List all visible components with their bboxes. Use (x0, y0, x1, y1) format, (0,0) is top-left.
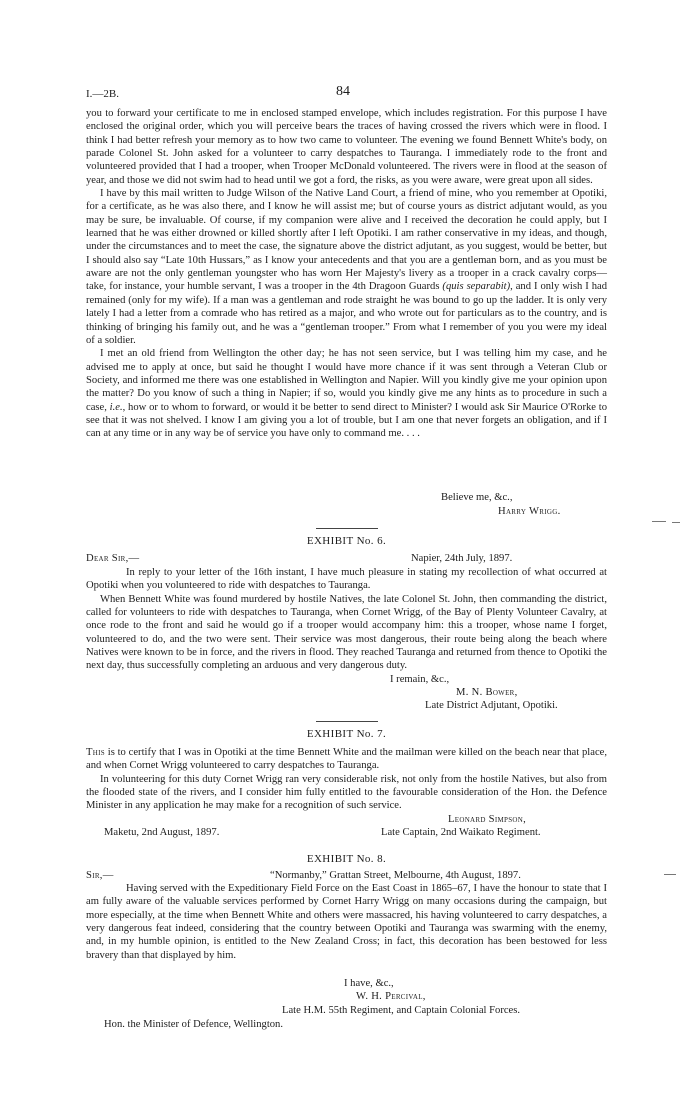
exhibit-8-signature: W. H. Percival, (356, 991, 426, 1002)
exhibit-8-addressee: Hon. the Minister of Defence, Wellington. (104, 1019, 284, 1030)
margin-scan-mark (672, 522, 680, 523)
exhibit-8-place-date: “Normanby,” Grattan Street, Melbourne, 4th August, 1897. (270, 870, 521, 881)
exhibit-7-divider (316, 721, 378, 722)
exhibit-6-salutation-row (86, 552, 607, 566)
exhibit-7-p1-text: is to certify that I was in Opotiki at the time Bennett White and the mailman were killed on the beach near that place, and when Cornet Wrigg volunteered to carry despatches to Tauranga. (86, 747, 607, 772)
exhibit-8-closing: I have, &c., (344, 978, 394, 989)
wrigg-letter-body (86, 107, 607, 441)
exhibit-8-title: EXHIBIT No. 8. (306, 853, 387, 865)
exhibit-7-title: EXHIBIT No. 7. (306, 728, 387, 740)
exhibit-6-signatory-title: Late District Adjutant, Opotiki. (425, 700, 558, 711)
exhibit-8-body (86, 882, 607, 962)
margin-scan-mark (664, 874, 676, 875)
wrigg-letter-paragraph-3 (86, 347, 607, 440)
exhibit-6-place-date: Napier, 24th July, 1897. (411, 553, 513, 564)
exhibit-6-divider (316, 528, 378, 529)
parliamentary-paper-ref: I.—2B. (86, 88, 119, 100)
wrigg-p3-text-b: , how or to whom to forward, or would it be better to send direct to Minister? I would ask Sir Maurice O'Rorke to see that it was not shelved. I know I am giving you a lot of trouble, but I am one that never forgets an obligation, and if I can at any time or in any way be of service you have only to command me. . . . (86, 401, 607, 440)
wrigg-signature: Harry Wrigg. (498, 506, 561, 517)
exhibit-7-paragraph-2: In volunteering for this duty Cornet Wrigg ran very considerable risk, not only from the hostile Natives, but also from the flooded state of the rivers, and I consider him fully entitled to the favourable consideration of the Hon. the Defence Minister in any application he may make for a recognition of such service. (86, 773, 607, 812)
page-number: 84 (336, 84, 350, 99)
exhibit-7-footer-row (86, 826, 607, 840)
exhibit-6-title: EXHIBIT No. 6. (306, 535, 387, 547)
exhibit-8-salutation: Sir,— (86, 870, 114, 881)
exhibit-6-paragraph-1: In reply to your letter of the 16th instant, I have much pleasure in stating my recollection of what occurred at Opotiki when you volunteered to ride with despatches to Tauranga. (86, 567, 607, 592)
exhibit-8-paragraph-1: Having served with the Expeditionary Field Force on the East Coast in 1865–67, I have the honour to state that I am fully aware of the valuable services performed by Cornet Harry Wrigg on many occasions during the campaign, but more especially, at the time when Bennett White and others were massacred, his having volunteered to carry despatches, a very dangerous feat indeed, considering that the country between Opotiki and Tauranga was swarming with the enemy, and, in my humble opinion, is entitled to the New Zealand Cross; in fact, this decoration has been bestowed for less bravery than that displayed by him. (86, 883, 607, 961)
exhibit-7-body (86, 746, 607, 813)
wrigg-p2-regimental-motto: (quis separabit) (442, 281, 511, 293)
exhibit-6-salutation: Dear Sir,— (86, 553, 140, 564)
exhibit-7-signatory-title: Late Captain, 2nd Waikato Regiment. (381, 827, 541, 838)
wrigg-p3-text-a: I met an old friend from Wellington the other day; he has not seen service, but I was telling him my case, and he advised me to apply at once, but said he thought I would have more chance if it was sent through a Veteran Club or Society, and informed me there was one established in Wellington and Napier. Will you kindly give me your opinion upon the matter? Do you know of such a thing in Napier; if so, would you kindly give me any hints as to procedure in such a case, (86, 348, 607, 413)
exhibit-6-signature: M. N. Bower, (456, 687, 518, 698)
wrigg-letter-paragraph-1: you to forward your certificate to me in enclosed stamped envelope, which includes registration. For this purpose I have enclosed the original order, which you will perceive bears the traces of having crossed the rivers which were in flood. I think I had better refresh your memory as to how two came to volunteer. The evening we found Bennett White's body, on parade Colonel St. John asked for a volunteer to carry despatches to Tauranga. I immediately rode to the front and volunteered provided that I had a trooper, when Trooper McDonald volunteered. The rivers were in flood at the season of year, and those we did not swim had to head until we got a ford, the risks, as you were aware, were great upon all sides. (86, 108, 607, 186)
exhibit-7-signature: Leonard Simpson, (448, 814, 527, 825)
wrigg-p3-ie: i.e. (109, 401, 123, 413)
exhibit-7-first-word: This (86, 747, 105, 758)
exhibit-8-signatory-title: Late H.M. 55th Regiment, and Captain Colonial Forces. (282, 1005, 521, 1016)
exhibit-8-salutation-row (86, 869, 607, 883)
page-header (86, 84, 616, 104)
wrigg-p2-text-a: I have by this mail written to Judge Wilson of the Native Land Court, a friend of mine, who you remember at Opotiki, for a certificate, as he was also there, and I know he will assist me; but of course yours as district adjutant would, as you may be sure, be invaluable. Of course, if my companion were alive and I received the decoration he could apply, but I learned that he was either drowned or killed shortly after I left Opotiki. I am rather conservative in my ideas, and though, under the circumstances and to meet the case, the signature above the district adjutant, as you suggest, would be better, but I should also say “Late 10th Hussars,” as I know your antecedents and that you are a gentleman born, and as you must be aware are not the only gentleman youngster who has worn Her Majesty's livery as a trooper in a crack cavalry corps—take, for instance, your humble servant, I was a trooper in the 4th Dragoon Guards (86, 188, 607, 293)
exhibit-7-paragraph-1 (86, 746, 607, 773)
exhibit-6-closing: I remain, &c., (390, 674, 450, 685)
exhibit-6-paragraph-2: When Bennett White was found murdered by hostile Natives, the late Colonel St. John, then commanding the district, called for volunteers to ride with despatches to Tauranga, when Cornet Wrigg, of the Bay of Plenty Volunteer Cavalry, at once rode to the front and said he would go if a trooper would accompany him: this a trooper, whose name I forget, volunteered to do, and the two were sent. Their service was most dangerous, their route being along the beach where Natives were known to be in force, and the rivers in flood. They reached Tauranga and returned from thence to Opotiki the next day, thus successfully completing an arduous and very dangerous duty. (86, 593, 607, 672)
wrigg-closing: Believe me, &c., (441, 492, 513, 503)
wrigg-letter-paragraph-2 (86, 187, 607, 347)
margin-scan-mark (652, 521, 666, 522)
exhibit-6-body (86, 566, 607, 673)
wrigg-p2-text-b: , and I only wish I had remained (only for my wife). If a man was a gentleman and rode straight he was bound to go up the ladder. It is only very lately I had a letter from a comrade who has retired as a major, and who wrote out for particulars as to the country, and is thinking of bringing his family out, and he was a “gentleman trooper.” From what I remember of you you were my ideal of a soldier. (86, 281, 607, 346)
exhibit-7-place-date: Maketu, 2nd August, 1897. (104, 827, 220, 838)
